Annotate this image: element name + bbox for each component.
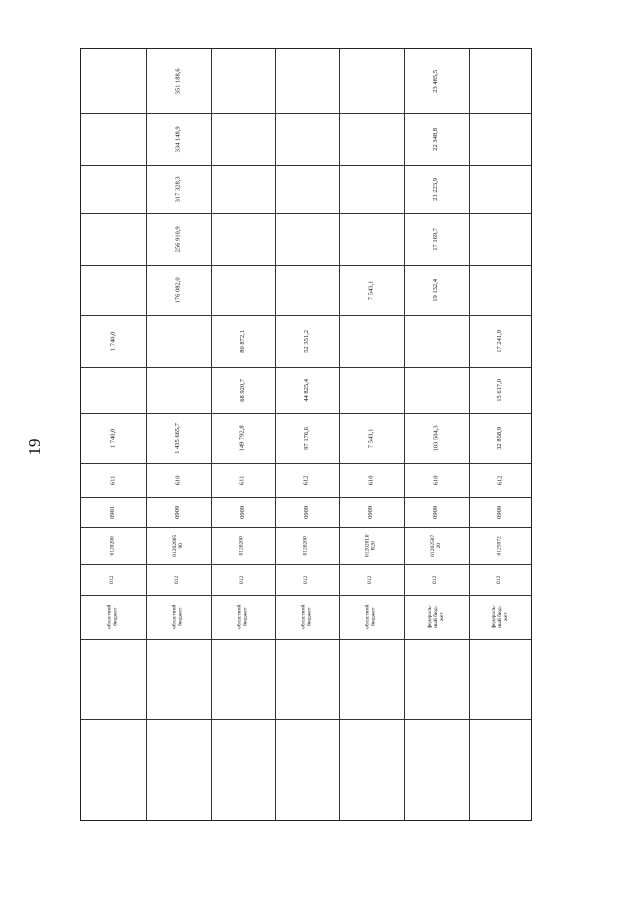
cell-text: 012 [303,575,310,584]
cell-text: 17 241,9 [496,329,504,353]
table-cell [339,49,404,113]
table-cell [339,497,404,527]
table-cell [81,113,146,165]
table-cell [211,497,275,527]
cell-text: 610 [432,475,440,485]
table-cell [146,265,211,315]
table-cell [81,213,146,265]
table-cell [275,213,339,265]
cell-text: 68 920,7 [238,378,246,402]
cell-text: 0120200 [109,535,116,556]
cell-text: 19 132,4 [432,278,440,302]
table-cell [469,113,532,165]
table-cell [469,463,532,497]
cell-text: 612 [302,475,310,485]
table-cell [81,527,146,564]
table-cell [211,367,275,413]
cell-text: 0909 [174,505,182,519]
table-cell [275,564,339,595]
table-cell [211,315,275,367]
table-cell [275,315,339,367]
table-cell [469,265,532,315]
table-cell [146,367,211,413]
table-cell [339,595,404,639]
table-cell [146,315,211,367]
table-cell [404,49,469,113]
cell-text: 0909 [302,505,310,519]
cell-text: 15 617,0 [496,378,504,402]
table-cell [146,463,211,497]
column-divider [81,639,531,640]
table-cell [211,463,275,497]
table-cell [469,49,532,113]
cell-text: 351 188,6 [174,68,182,94]
table-cell [404,497,469,527]
table-cell [211,113,275,165]
budget-table [80,48,532,821]
table-cell [211,165,275,213]
cell-text: 52 351,2 [302,329,310,353]
table-cell [211,564,275,595]
table-cell [275,497,339,527]
cell-text: 0120200 [239,535,246,556]
table-cell [404,113,469,165]
cell-text: 176 082,0 [174,277,182,303]
cell-text: 256 910,9 [174,226,182,252]
table-cell [275,595,339,639]
cell-text: областной бюджет [106,604,119,630]
cell-text: 7 543,1 [367,428,375,448]
cell-text: 0909 [432,505,440,519]
table-cell [469,165,532,213]
table-cell [469,595,532,639]
table-cell [404,315,469,367]
table-cell [211,413,275,463]
cell-text: областной бюджет [364,604,377,630]
table-cell [404,367,469,413]
table-cell [81,497,146,527]
page-number: 19 [25,438,44,456]
table-cell [469,413,532,463]
cell-text: 610 [367,475,375,485]
cell-text: 7 543,1 [367,280,375,300]
cell-text: 21 223,9 [432,177,440,201]
table-cell [275,265,339,315]
cell-text: 0909 [367,505,375,519]
table-cell [404,527,469,564]
table-cell [339,265,404,315]
table-cell [275,113,339,165]
table-cell [146,213,211,265]
cell-text: 97 176,6 [302,426,310,450]
cell-text: 149 792,8 [238,425,246,451]
cell-text: 612 [496,475,504,485]
table-cell [339,315,404,367]
cell-text: областной бюджет [300,604,312,630]
cell-text: 012020L0 R20 [364,534,377,557]
cell-text: 1 435 665,7 [174,422,182,454]
cell-text: областной бюджет [236,604,248,630]
table-cell [404,213,469,265]
table-cell [339,527,404,564]
table-cell [469,367,532,413]
table-cell [469,315,532,367]
table-cell [275,367,339,413]
cell-text: 103 504,3 [432,425,440,451]
cell-text: 32 858,9 [496,426,504,450]
table-cell [339,413,404,463]
table-cell [469,213,532,265]
cell-text: 01202507 20 [429,534,442,557]
cell-text: 44 825,4 [302,378,310,402]
table-cell [469,564,532,595]
table-cell [211,49,275,113]
cell-text: 23 485,5 [432,69,440,93]
cell-text: 611 [238,475,246,485]
column-divider [81,719,531,720]
table-cell [146,595,211,639]
table-cell [275,49,339,113]
table-cell [275,463,339,497]
table-cell [81,595,146,639]
table-cell [211,595,275,639]
cell-text: 317 328,3 [174,176,182,202]
cell-text: 012 [174,575,181,584]
table-cell [275,413,339,463]
table-cell [339,564,404,595]
table-cell [339,367,404,413]
cell-text: федераль- ный бюд- жет [426,605,445,629]
table-cell [81,49,146,113]
cell-text: 80 872,1 [238,329,246,353]
cell-text: 1 740,0 [109,428,117,448]
cell-text: федераль- ный бюд- жет [490,605,509,629]
table-cell [339,463,404,497]
table-cell [81,564,146,595]
table-cell [404,165,469,213]
table-cell [404,463,469,497]
cell-text: 012 [239,575,246,584]
cell-text: 0909 [496,505,504,519]
table-cell [404,413,469,463]
table-cell [275,165,339,213]
table-cell [81,315,146,367]
cell-text: областной бюджет [171,604,184,630]
table-cell [81,463,146,497]
cell-text: 012 [109,575,116,584]
cell-text: 0120200 [303,535,310,556]
table-cell [339,165,404,213]
cell-text: 012 [367,575,374,584]
table-cell [146,497,211,527]
table-cell [339,213,404,265]
table-cell [81,367,146,413]
table-cell [339,113,404,165]
table-cell [146,113,211,165]
table-cell [146,527,211,564]
table-cell [81,413,146,463]
table-cell [211,213,275,265]
table-cell [404,564,469,595]
table-cell [146,165,211,213]
table-cell [211,265,275,315]
table-cell [81,265,146,315]
cell-text: 1 740,0 [109,331,117,351]
table-cell [211,527,275,564]
table-cell [404,265,469,315]
cell-text: 334 148,9 [174,126,182,152]
cell-text: 611 [109,475,117,485]
cell-text: 22 348,8 [432,127,440,151]
table-cell [146,564,211,595]
table-cell [404,595,469,639]
table-cell [146,413,211,463]
cell-text: 01202005 90 [171,534,184,557]
cell-text: 0125072 [496,535,503,556]
cell-text: 012 [496,575,503,584]
cell-text: 012 [432,575,439,584]
table-cell [469,527,532,564]
table-cell [469,497,532,527]
cell-text: 0901 [109,505,117,519]
cell-text: 610 [174,475,182,485]
table-cell [81,165,146,213]
cell-text: 17 169,7 [432,227,440,251]
cell-text: 0909 [238,505,246,519]
table-cell [275,527,339,564]
table-cell [146,49,211,113]
